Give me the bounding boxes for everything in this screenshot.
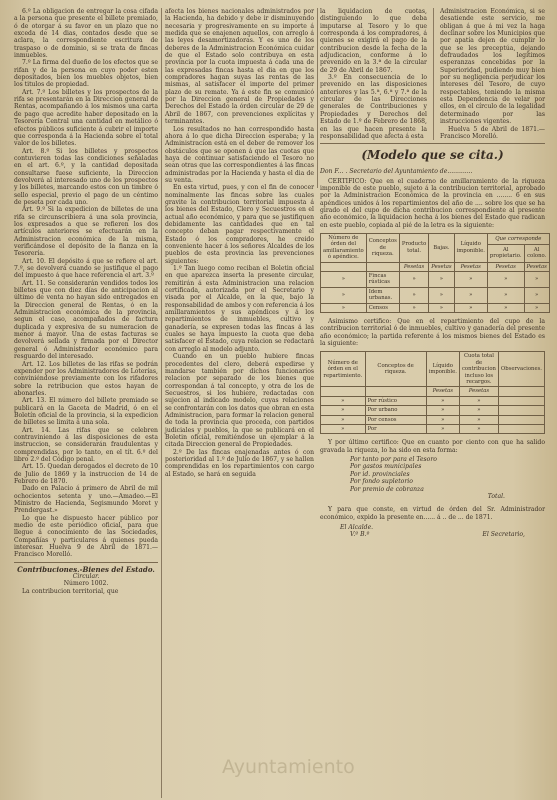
certification-text: CERTIFICO: Que en el cuaderno de amillaramiento de la riqueza imponible de este pueblo, sujeto á la contribucion territorial, aprobado por la Administracion Económica de la provincia en ........ 6 en sus apéndices unidos á los repartimientos del año de .... sobre los que se ha girado el del cupo de dicha contribucion correspondiente al presente año económico, la liquidacion hecha á los bienes del Estado que radican en este pueblo, copiada al pié de la letra es la siguiente: xyxy=(320,177,545,229)
table-header: Observaciones. xyxy=(498,352,544,387)
signature-row xyxy=(320,531,545,538)
column-1-paragraphs xyxy=(14,8,158,559)
paragraph: Lo que he dispuesto hacer público por medio de este periódico oficial, para que llegue á conocimiento de las Sociedades, Compañías y particulares á quienes pueda interesar. Huelva 9 de Abril de 1871.—Francisco Morelló. xyxy=(14,514,158,559)
table-row: » Por censos » » xyxy=(321,415,545,424)
visto-bueno: V.º B.º xyxy=(350,531,370,539)
column-2 xyxy=(165,8,314,478)
secretario-signature: El Secretario, xyxy=(482,531,525,539)
row-label: Por rústico xyxy=(365,396,426,405)
paragraph: 2.º De las fincas enajenadas antes ó con posterioridad al 1.º de Julio de 1867, y se hallen comprendidas en los repartimientos con cargo al Estado, se hará en seguida xyxy=(165,448,314,478)
column-divider xyxy=(161,8,162,798)
paragraph: Art. 13. El número del billete premiado se publicará en la Gaceta de Madrid, ó en el Boletín oficial de la provincia, si la expedicion de billetes se limita á una sola. xyxy=(14,397,158,427)
number-line: Número 1002. xyxy=(63,580,109,588)
row-label: Por urbano xyxy=(365,406,426,415)
paragraph: Art. 8.º Si los billetes y prospectos contuvieren todas las condiciones señaladas en el art. 6.º, y la cantidad depositada consultarse fuese suficiente, la Direccion devolverá al interesado uno de los prospectos y los billetes, marcando estos con un timbre ó sello especial, previo el pago de un céntimo de peseta por cada uno. xyxy=(14,147,158,206)
paragraph: Los resultados no han correspondido hasta ahora á lo que dicha Direccion esperaba; y la Administracion está en el deber de remover los obstáculos que se oponen á que las cuotas que haya de continuar satisfaciendo el Tesoro no sean otras que las correspondientes á las fincas administradas por la Hacienda y hasta el dia de su venta. xyxy=(165,125,314,184)
paragraph: 6.º La obligacion de entregar la cosa cifada a la persona que presente el billete premiado, ó de otorgar á su favor en un plazo que no exceda de 14 dias, contados desde que se aclara, la correspondiente escritura de traspaso o de dominio, si se trata de fincas inmuebles. xyxy=(14,8,158,60)
row-label: Por xyxy=(365,425,426,434)
unit-cell: Pesetas xyxy=(426,387,459,396)
watermark: Ayuntamiento xyxy=(222,756,355,778)
paragraph: Art. 10. El depósito á que se refiere el art. 7.º, se devolverá cuando se justifique el pago del impuesto á que hace referencia el art. 3.º xyxy=(14,257,158,280)
table-row: » Fincas rústicas » » » » » xyxy=(321,271,550,287)
column-divider xyxy=(433,8,434,140)
paragraph: Art. 7.º Los billetes y los prospectos de la rifa se presentarán en la Direccion general de Rentas, acompañando á los mismos una carta de pago que acredite haber depositado en la Tesorería Central una cantidad en metálico ó efectos públicos suficiente á cubrir el importe que corresponda á la Hacienda sobre el total valor de los billetes. xyxy=(14,88,158,148)
unit-cell: Pesetas xyxy=(487,262,524,271)
list-item: Por id. provinciales xyxy=(350,470,410,478)
column-3-top xyxy=(320,8,545,140)
divider xyxy=(14,562,158,563)
paragraph: Art. 11. Se considerarán vendidos todos los billetes que con diez días de anticipacion al último de venta no hayan sido entregados en la Direccion general de Rentas, ó en la Administracion económica de la provincia, segun el caso, acompañados de factura duplicada y expresiva de su numeracion de menor á mayor. Una de estas facturas se devolverá sellada y firmada por el Director general ó Administrador económico para resguardo del interesado. xyxy=(14,279,158,361)
divider xyxy=(320,143,545,144)
list-item: Por premio de cobranza xyxy=(350,485,424,493)
row-label: Idem urbanas. xyxy=(366,287,399,303)
column-3 xyxy=(320,8,545,539)
model-heading: (Modelo que se cita.) xyxy=(361,148,504,163)
unit-cell: Pesetas xyxy=(454,262,487,271)
list-item: Por tanto por para el Tesoro xyxy=(350,456,437,464)
paragraph: afecta los bienes nacionales administrados por la Hacienda, ha debido y debe ir disminuyendo necesaria y progresivamente en su importe á medida que se enajenen aquellos, con arreglo á las leyes desamortizadoras. Y es uno de los deberes de la Administracion Económica cuidar de que el Estado solo contribuya en esta provincia por la cuota impuesta á cada una de las expresadas fincas hasta el dia en que los compradores hagan suyas las rentas de las mismas, al satisfacer el importe del primer plazo de su remate. Ya á este fin se comunicó por la Direccion general de Propiedades y Derechos del Estado la órden circular de 29 de Abril de 1867, con prevenciones explícitas y terminantes. xyxy=(165,8,314,126)
paragraph: Art. 14. Las rifas que se celebren contraviniendo á las disposiciones de esta instruccion, se considerarán fraudulentas y comprendidas, por lo tanto, en el tít. 6.º del libro 2.º del Código penal. xyxy=(14,426,158,463)
signature-row xyxy=(320,524,545,531)
paragraph: Dado en Palacio á primero de Abril de mil ochocientos setenta y uno.—Amadeo.—El Ministro de Hacienda, Segismundo Moret y Prendergast.» xyxy=(14,485,158,515)
total-label: Total. xyxy=(487,492,505,500)
column-1 xyxy=(14,8,158,595)
certification-text: Y por último certifico: Que en cuanto por ciento con que ha salido gravada la riqueza, lo ha sido en esta forma: xyxy=(320,439,545,454)
certification-text: Asimismo certifico: Que en el repartimiento del cupo de la contribucion territorial ó de inmuebles, cultivo y ganadería del presente año económico; la partida referente á los mismos bienes del Estado es la siguiente: xyxy=(320,318,545,348)
paragraph: Art. 9.º Si la expedicion de billetes de una rifa se circunscribiera á una sola provincia, los expresados a que se refieren los dos artículos anteriores se efectuarán en la Administracion económica de la misma, verificándose el depósito de la fianza en la Tesorería. xyxy=(14,206,158,258)
row-label: Censos xyxy=(366,303,399,312)
paragraph: 3.º En consecuencia de lo prevenido en las disposiciones anteriores y las 5.ª, 6.ª y 7.ª de la circular de las Direcciones generales de Contribuciones y Propiedades y Derechos del Estado de 1.º de Febrero de 1868, en las que hacen presente la responsabilidad que afecta á esta xyxy=(320,74,427,140)
column-3-left xyxy=(320,8,427,140)
paragraph: 1.º Tan luego como reciban el Boletin oficial en que aparezca inserta la presente circular, remitirán á esta Administracion una relacion certificada, autorizada por el Secretario y visada por el Alcalde, en la que, bajo la responsabilidad de ambos y con referencia á los amillaramientos y sus apéndices y á los repartimientos de inmuebles, cultivo y ganadería, se expresen todas las fincas á las cuales se haya impuesto la cuota que deba satisfacer el Estado, cuya relacion se redactará con arreglo al modelo adjunto. xyxy=(165,265,314,353)
alcalde-signature: El Alcalde. xyxy=(340,523,374,531)
paragraph: En esta virtud, pues, y con el fin de conocer nominalmente las fincas sobre las cuales gravite la contribucion territorial impuesta á los bienes del Estado, Clero y Secuestros en el actual año económico, y para que se justifiquen debidamente las cantidades que en tal concepto deban pagar respectivamente el Estado ó los compradores, he creido conveniente hacer á los señores Alcaldes de los pueblos de esta provincia las prevenciones siguientes: xyxy=(165,184,314,265)
paragraph: La contribucion territorial, que xyxy=(22,587,119,595)
paragraph: la liquidacion de cuotas, distinguiendo lo que deba imputarse al Tesoro y lo que corresponda á los compradores, á quienes se exigirá el pago de la contribucion desde la fecha de la adjudicacion, conforme á lo prevenido en la 3.ª de la circular de 29 de Abril de 1867. xyxy=(320,8,427,74)
table-row: » Por urbano » » xyxy=(321,406,545,415)
signature-line: Huelva 5 de Abril de 1871.—Francisco Morelló. xyxy=(439,125,545,140)
table-row: » Por rústico » » xyxy=(321,396,545,405)
table-header: Conceptos de riqueza. xyxy=(365,352,426,387)
column-divider xyxy=(317,8,318,188)
list-item: Por gastos municipales xyxy=(350,463,422,471)
table-row xyxy=(321,387,545,396)
unit-cell: Pesetas xyxy=(524,262,549,271)
don-line: Don F... . Secretario del Ayuntamiento de............. xyxy=(320,168,473,176)
column-3-right xyxy=(440,8,545,140)
table-row: » Censos » » » » » xyxy=(321,303,550,312)
table-header: Cuota total de contribucion incluso los recargos. xyxy=(459,352,498,387)
table-header: Que corresponde xyxy=(487,233,549,244)
table-header: Al colono. xyxy=(524,244,549,262)
repartimiento-table xyxy=(320,351,545,434)
table-header: Bajas. xyxy=(429,233,454,262)
table-row: » Idem urbanas. » » » » » xyxy=(321,287,550,303)
row-label: Por censos xyxy=(365,415,426,424)
closing-text: Y para que conste, en virtud de órden del Sr. Administrador económico, expido la presente en...... á .. de ... de 1871. xyxy=(320,506,545,521)
table-header: Número de órden del amillaramiento ó apéndice. xyxy=(321,233,367,262)
section-subtitle: Circular. xyxy=(72,573,100,581)
unit-cell: Pesetas xyxy=(459,387,498,396)
unit-cell: Pesetas xyxy=(429,262,454,271)
row-label: Fincas rústicas xyxy=(366,271,399,287)
paragraph: 7.º La firma del dueño de los efectos que se rifan y de la persona en cuyo poder esten depositados, bien los muebles objetos, bien los titulos de propiedad. xyxy=(14,59,158,89)
paragraph: Art. 15. Quedan derogados el decreto de 10 de Julio de 1869 y la instruccion de 14 de Febrero de 1870. xyxy=(14,463,158,485)
section-title: Contribuciones.-Bienes del Estado. xyxy=(17,564,155,574)
list-item: Por fondo supletorio xyxy=(350,478,413,486)
table-row xyxy=(321,262,550,271)
paragraph: Art. 12. Los billetes de las rifas se podrán expender por los Administradores de Loterías, conviniéndose previamente con los rifadores sobre la retribucion que estos hayan de abonarles. xyxy=(14,360,158,397)
paragraph: Cuando en un pueblo hubiere fincas procedentes del clero, deberá expedirse y mandarse también por dichos funcionarios relacion por separado de los bienes que correspondan á tal concepto, y otra de los de Secuestros, si los hubiere, redactadas con sujecion al indicado modelo, cuyas relaciones se confrontarán con los datos que obran en esta Administracion, para formar la relacion general de toda la provincia que proceda, con partidos judiciales y pueblos, la que se publicará en el Boletin oficial, remitiéndose un ejemplar á la citada Direccion general de Propiedades. xyxy=(165,353,314,449)
liquidation-table xyxy=(320,233,550,313)
table-header: Conceptos de riqueza. xyxy=(366,233,399,262)
paragraph: Administracion Económica, si se desatiende este servicio, me obligan á que á mi vez la haga declinar sobre los Municipios que por apatía dejen de cumplir lo que se les preceptúa, dejando defraudados los legítimos esperanzas concebidas por la Superioridad, pudiendo muy bien por su negligencia perjudicar los intereses del Tesoro, de cuyo respectables, teniendo la misma esta Dependencia de velar por ellos, en el círculo de la legalidad determinado por las instrucciones vigentes. xyxy=(439,8,545,126)
table-header: Número de órden en el repartimiento. xyxy=(321,352,366,387)
table-header: Líquido imponible. xyxy=(454,233,487,262)
unit-cell: Pesetas xyxy=(399,262,428,271)
table-header: Al propietario. xyxy=(487,244,524,262)
table-header: Líquido imponible. xyxy=(426,352,459,387)
table-row: » Por » » xyxy=(321,425,545,434)
table-header: Producto total. xyxy=(399,233,428,262)
items-list xyxy=(320,456,545,493)
